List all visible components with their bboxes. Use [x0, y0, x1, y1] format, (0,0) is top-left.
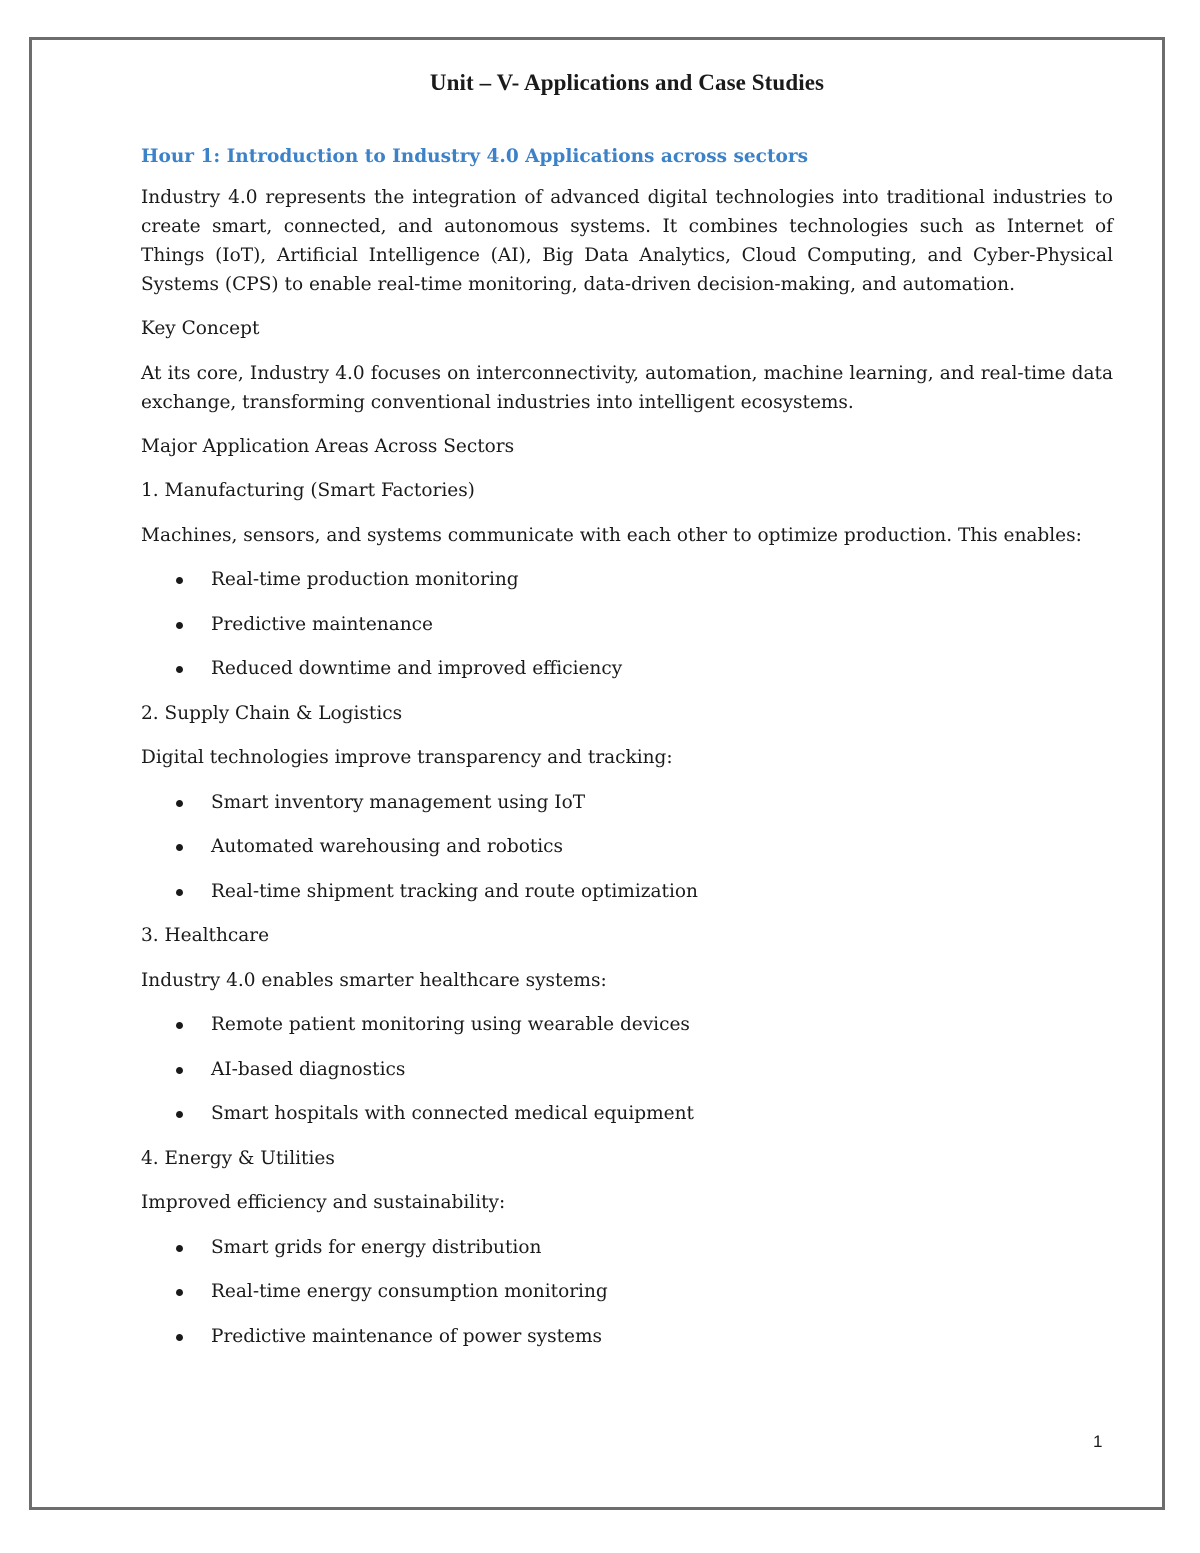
bullet-item: [141, 1277, 1113, 1306]
bullet-icon: [176, 1334, 183, 1341]
sector-description: Industry 4.0 enables smarter healthcare systems:: [141, 969, 607, 991]
bullet-item: [141, 832, 1113, 861]
bullet-icon: [176, 577, 183, 584]
key-concept-paragraph: At its core, Industry 4.0 focuses on interconnectivity, automation, machine learning, and real-time data exchange, transforming conventional industries into intelligent ecosystems.: [141, 362, 1113, 413]
bullet-list: [141, 565, 1113, 683]
bullet-text: Predictive maintenance: [211, 613, 433, 635]
bullet-icon: [176, 666, 183, 673]
bullet-list: [141, 788, 1113, 906]
bullet-item: [141, 654, 1113, 683]
bullet-item: [141, 788, 1113, 817]
bullet-icon: [176, 889, 183, 896]
sector-title: 2. Supply Chain & Logistics: [141, 702, 403, 724]
bullet-item: [141, 1055, 1113, 1084]
sector-manufacturing: [141, 476, 1113, 683]
bullet-icon: [176, 844, 183, 851]
sector-description: Digital technologies improve transparency and tracking:: [141, 747, 673, 768]
bullet-text: Automated warehousing and robotics: [211, 836, 564, 857]
bullet-text: Real-time shipment tracking and route optimization: [211, 880, 698, 902]
bullet-list: [141, 1010, 1113, 1128]
bullet-text: AI-based diagnostics: [211, 1058, 406, 1080]
sector-energy: [141, 1144, 1113, 1351]
bullet-text: Remote patient monitoring using wearable devices: [211, 1014, 690, 1035]
bullet-icon: [176, 1245, 183, 1252]
sector-title: 4. Energy & Utilities: [141, 1147, 335, 1169]
bullet-text: Smart grids for energy distribution: [211, 1236, 542, 1258]
sector-supply-chain: [141, 699, 1113, 906]
bullet-item: [141, 1099, 1113, 1128]
page-number: 1: [1093, 1432, 1103, 1451]
bullet-item: [141, 565, 1113, 594]
bullet-icon: [176, 622, 183, 629]
bullet-icon: [176, 1067, 183, 1074]
bullet-icon: [176, 1289, 183, 1296]
bullet-item: [141, 1233, 1113, 1262]
bullet-text: Smart inventory management using IoT: [211, 791, 586, 813]
bullet-text: Predictive maintenance of power systems: [211, 1325, 603, 1347]
bullet-item: [141, 877, 1113, 906]
intro-paragraph: Industry 4.0 represents the integration of advanced digital technologies into traditional industries to create smart, connected, and autonomous systems. It combines technologies such as Internet of Things (IoT), Artificial Intelligence (AI), Big Data Analytics, Cloud Computing, and Cyber-Physical Systems (CPS) to enable real-time monitoring, data-driven decision-making, and automation.: [141, 187, 1113, 295]
bullet-item: [141, 1322, 1113, 1351]
bullet-text: Real-time energy consumption monitoring: [211, 1281, 608, 1302]
major-areas-label: Major Application Areas Across Sectors: [141, 435, 515, 457]
bullet-item: [141, 610, 1113, 639]
bullet-item: [141, 1010, 1113, 1039]
bullet-text: Reduced downtime and improved efficiency: [211, 658, 623, 679]
sector-description: Machines, sensors, and systems communicate with each other to optimize production. This enables:: [141, 524, 1082, 546]
bullet-list: [141, 1233, 1113, 1351]
bullet-icon: [176, 800, 183, 807]
document-title: Unit – V- Applications and Case Studies: [429, 70, 825, 95]
key-concept-label: Key Concept: [141, 318, 260, 339]
bullet-text: Smart hospitals with connected medical equipment: [211, 1103, 694, 1124]
sector-title: 1. Manufacturing (Smart Factories): [141, 480, 475, 501]
document-body: [141, 70, 1113, 1366]
section-heading: Hour 1: Introduction to Industry 4.0 Applications across sectors: [141, 146, 808, 167]
sector-title: 3. Healthcare: [141, 925, 270, 946]
bullet-icon: [176, 1022, 183, 1029]
sector-healthcare: [141, 921, 1113, 1128]
sector-description: Improved efficiency and sustainability:: [141, 1192, 506, 1213]
bullet-icon: [176, 1111, 183, 1118]
bullet-text: Real-time production monitoring: [211, 569, 519, 590]
